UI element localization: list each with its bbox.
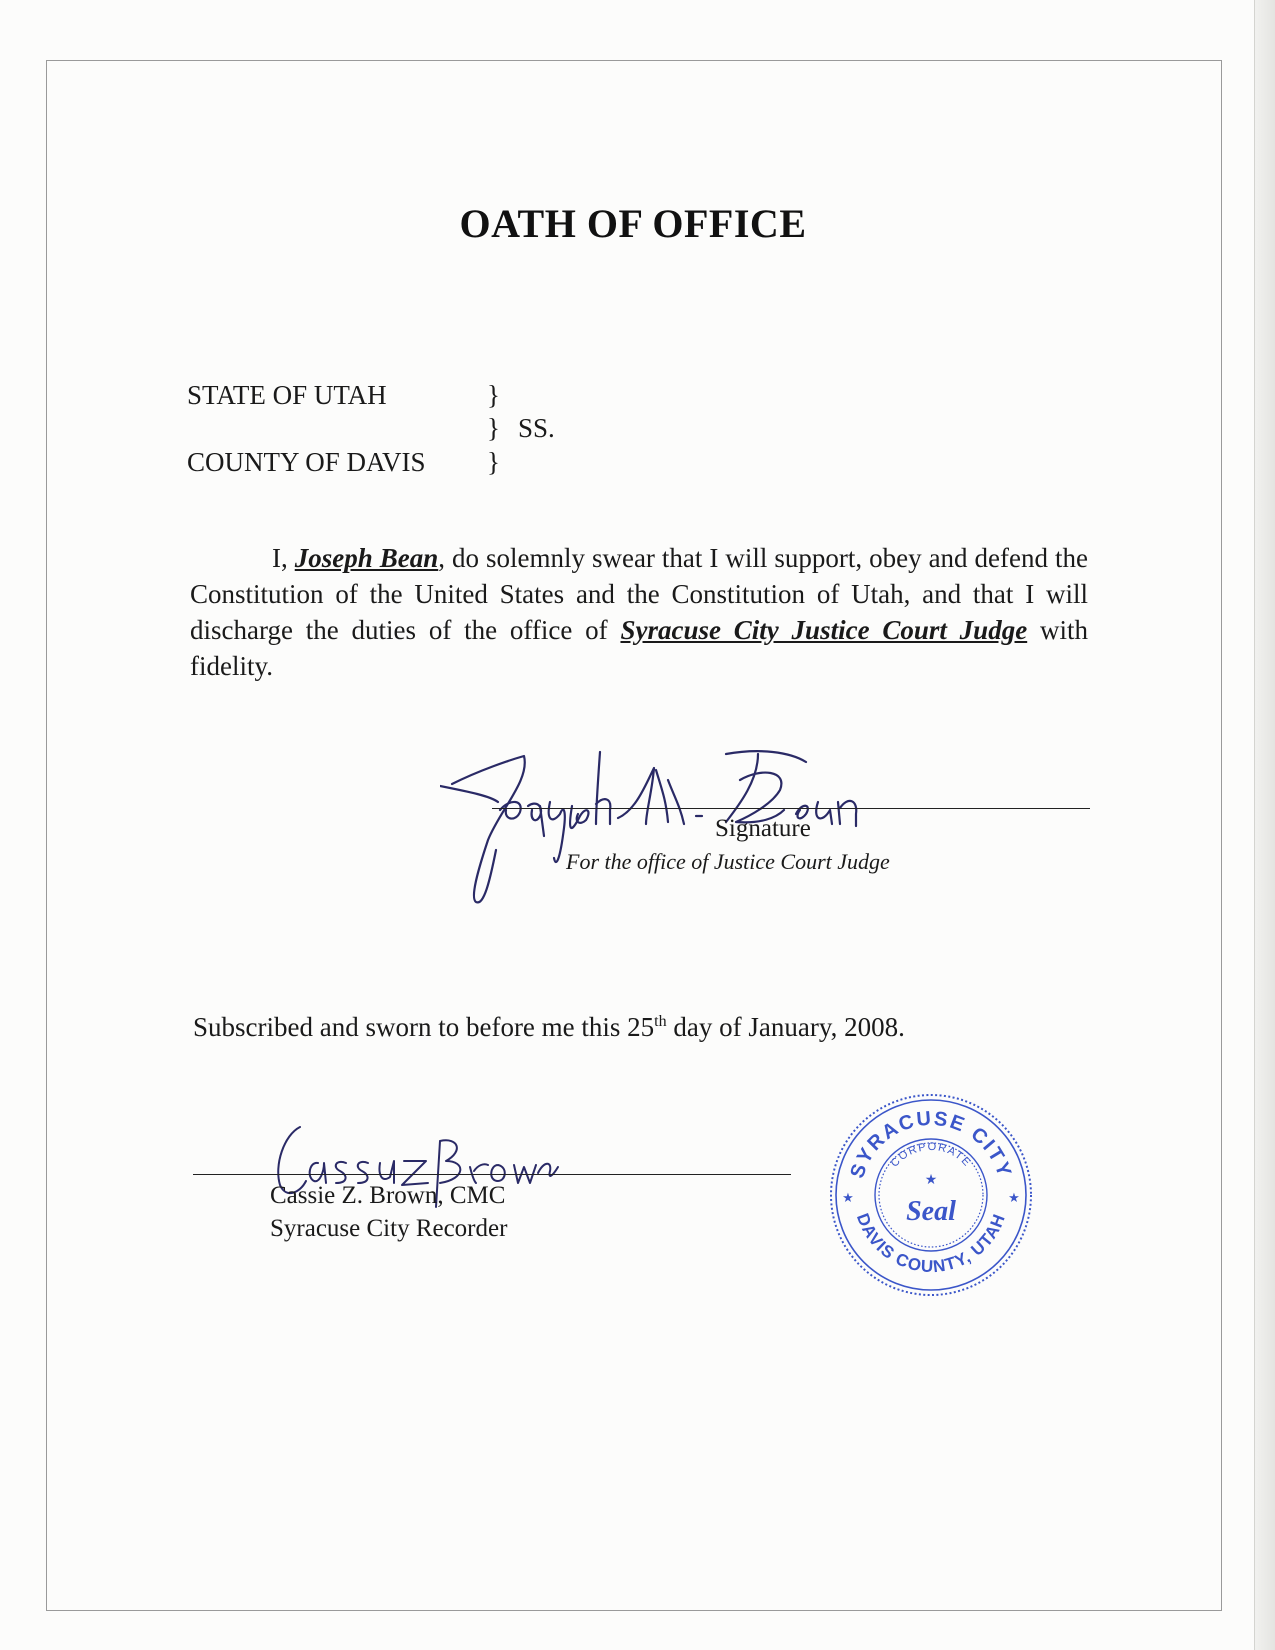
- signature-caption: Signature: [715, 815, 811, 842]
- sworn-statement: [193, 1012, 905, 1043]
- venue-state: STATE OF UTAH: [187, 380, 387, 410]
- venue-ss: SS.: [518, 413, 555, 443]
- venue-brace-2: }: [487, 413, 500, 443]
- recorder-name: Cassie Z. Brown, CMC: [270, 1182, 506, 1209]
- oath-office: Syracuse City Justice Court Judge: [620, 615, 1028, 645]
- venue-brace-3: }: [487, 447, 500, 477]
- corporate-seal: [828, 1092, 1034, 1298]
- seal-left-star: ★: [842, 1190, 854, 1205]
- judge-signature-line: [492, 808, 1090, 809]
- signature-subcaption: For the office of Justice Court Judge: [566, 849, 890, 874]
- oath-paragraph: [190, 540, 1088, 684]
- recorder-title: Syracuse City Recorder: [270, 1215, 508, 1242]
- oath-text-3: with fidelity.: [190, 615, 1088, 681]
- document-title: OATH OF OFFICE: [459, 201, 807, 246]
- seal-inner-text: CORPORATE: [888, 1140, 974, 1170]
- sworn-ordinal-suffix: th: [654, 1013, 667, 1030]
- seal-bottom-text: DAVIS COUNTY, UTAH: [852, 1210, 1010, 1277]
- sworn-prefix: Subscribed and sworn to before me this 25: [193, 1012, 655, 1042]
- seal-right-star: ★: [1008, 1190, 1020, 1205]
- svg-text:CORPORATE: [889, 1141, 974, 1170]
- seal-center-text: Seal: [906, 1196, 956, 1227]
- recorder-signature-line: [193, 1174, 791, 1175]
- seal-center-star: ★: [924, 1173, 938, 1188]
- oath-text-2: , do solemnly swear that I will support, obey and defend the Constitution of the United States and the Constitution of Utah, and that I will discharge the duties of the office of: [190, 543, 1088, 645]
- sworn-rest: day of January, 2008.: [666, 1012, 905, 1042]
- oath-text-1: I,: [272, 543, 295, 573]
- judge-signature: [440, 740, 900, 910]
- seal-top-text: SYRACUSE CITY: [846, 1107, 1016, 1182]
- page-edge: [1254, 0, 1275, 1650]
- oath-name: Joseph Bean: [294, 543, 439, 573]
- venue-county: COUNTY OF DAVIS: [187, 447, 426, 477]
- venue-brace-1: }: [487, 380, 500, 410]
